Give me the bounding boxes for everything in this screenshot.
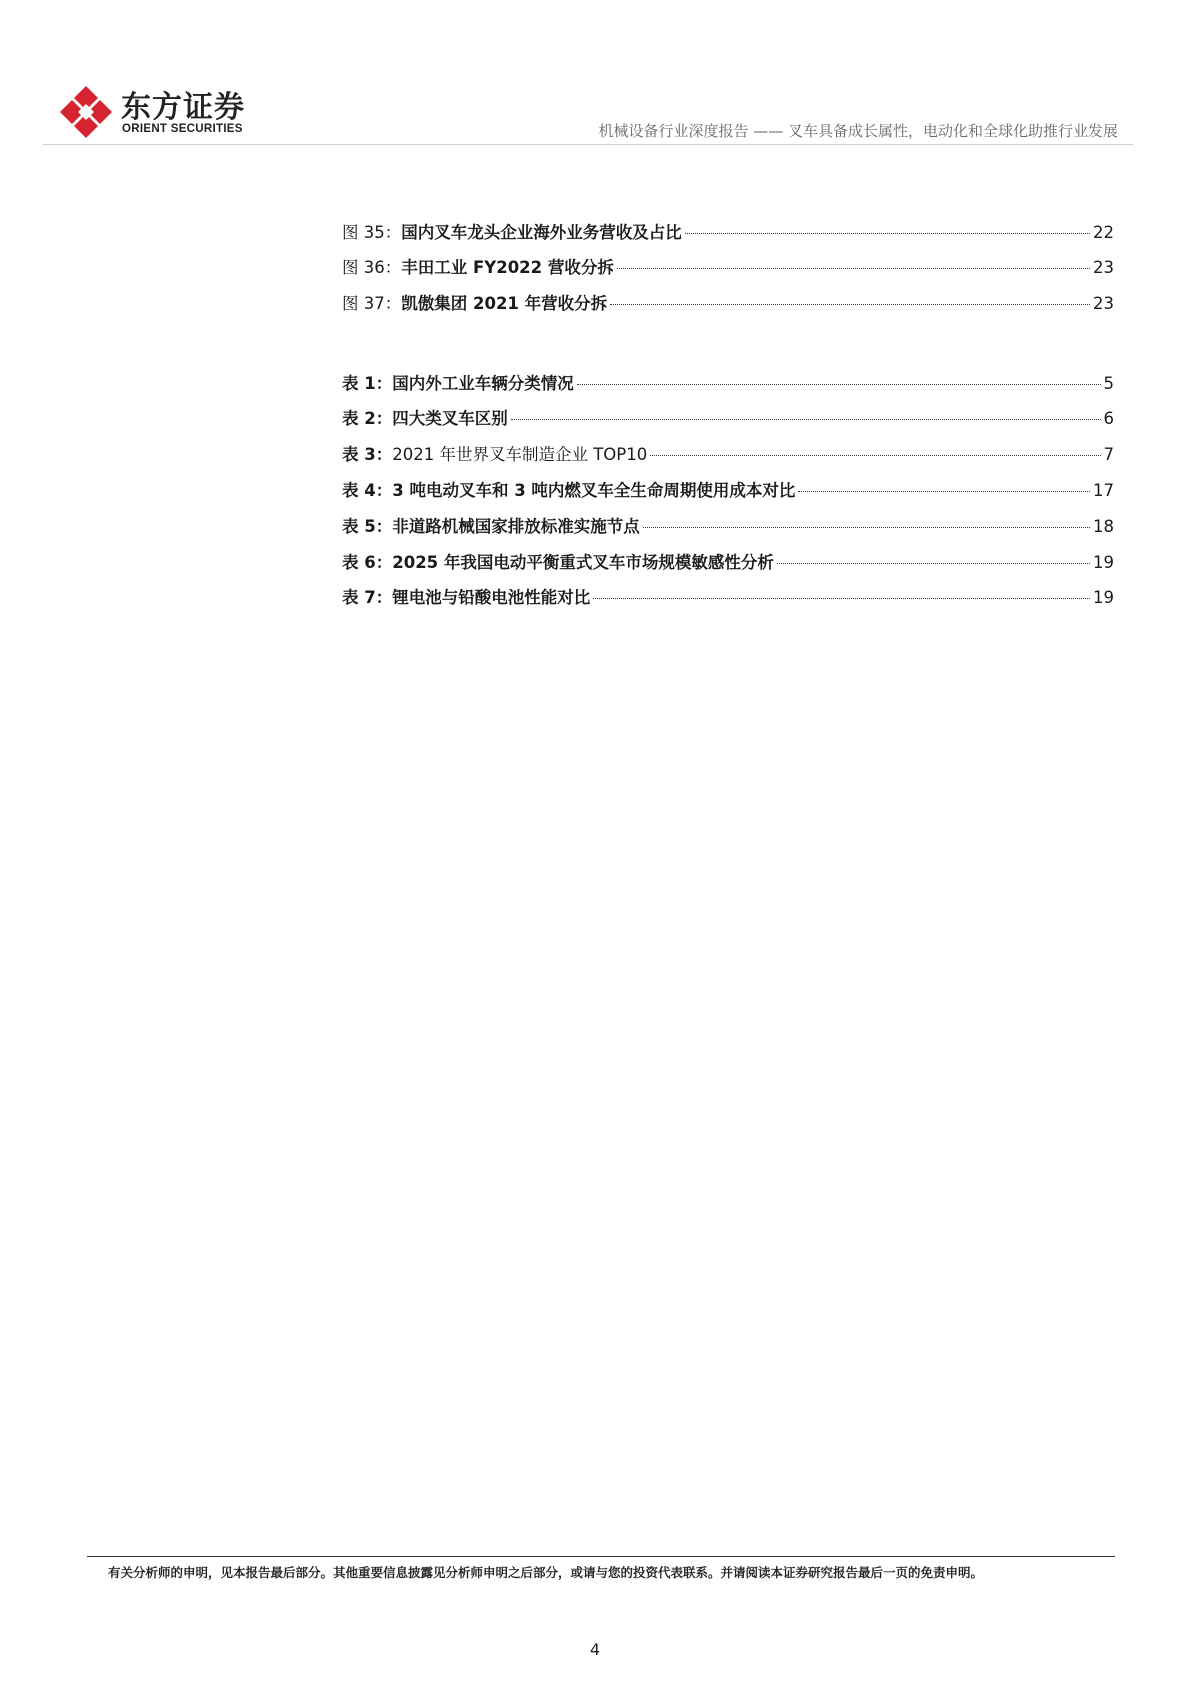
toc-prefix: 表 6： [342, 553, 393, 572]
toc-page-number: 6 [1103, 409, 1114, 428]
footer-disclaimer: 有关分析师的申明，见本报告最后部分。其他重要信息披露见分析师申明之后部分，或请与您的投资代表联系。并请阅读本证券研究报告最后一页的免责申明。 [108, 1565, 984, 1580]
toc-leader-dots [798, 491, 1090, 492]
toc-prefix: 表 7： [342, 588, 393, 607]
logo-chinese-name: 东方证券 [121, 90, 245, 125]
footer-divider [87, 1556, 1115, 1557]
toc-prefix: 表 3： [342, 445, 393, 464]
toc-page-number: 23 [1093, 294, 1114, 313]
toc-page-number: 7 [1103, 445, 1114, 464]
toc-table-5[interactable] [342, 513, 1114, 537]
toc-page-number: 19 [1093, 553, 1114, 572]
toc-prefix: 表 2： [342, 409, 393, 428]
toc-leader-dots [610, 304, 1090, 305]
toc-leader-dots [617, 268, 1090, 269]
toc-table-4[interactable] [342, 477, 1114, 501]
toc-title: 四大类叉车区别 [392, 409, 508, 428]
toc-title: 丰田工业 FY2022 营收分拆 [401, 258, 614, 277]
toc-page-number: 17 [1093, 481, 1114, 500]
toc-title: 2025 年我国电动平衡重式叉车市场规模敏感性分析 [392, 553, 774, 572]
toc-prefix: 表 4： [342, 481, 393, 500]
toc-page-number: 5 [1103, 374, 1114, 393]
toc-leader-dots [650, 455, 1100, 456]
toc-page-number: 18 [1093, 517, 1114, 536]
toc-leader-dots [685, 233, 1090, 234]
page-header [43, 78, 1133, 148]
toc-title: 国内叉车龙头企业海外业务营收及占比 [401, 223, 682, 242]
toc-title: 2021 年世界叉车制造企业 TOP10 [392, 445, 648, 464]
toc-title: 3 吨电动叉车和 3 吨内燃叉车全生命周期使用成本对比 [392, 481, 796, 500]
toc-leader-dots [643, 527, 1090, 528]
toc-table-2[interactable] [342, 405, 1114, 429]
logo-english-name: ORIENT SECURITIES [122, 123, 243, 135]
toc-figure-36[interactable] [342, 254, 1114, 278]
toc-title: 锂电池与铅酸电池性能对比 [392, 588, 591, 607]
toc-leader-dots [777, 563, 1090, 564]
toc-prefix: 图 37： [342, 294, 402, 313]
toc-page-number: 23 [1093, 258, 1114, 277]
header-divider [43, 144, 1133, 145]
toc-prefix: 图 35： [342, 223, 402, 242]
toc-prefix: 图 36： [342, 258, 402, 277]
toc-prefix: 表 5： [342, 517, 393, 536]
toc-prefix: 表 1： [342, 374, 393, 393]
page-number: 4 [589, 1640, 601, 1659]
toc-table-6[interactable] [342, 549, 1114, 573]
toc-leader-dots [577, 384, 1101, 385]
toc-title: 非道路机械国家排放标准实施节点 [392, 517, 640, 536]
toc-page-number: 19 [1093, 588, 1114, 607]
toc-table-7[interactable] [342, 584, 1114, 608]
toc-page-number: 22 [1093, 223, 1114, 242]
toc-title: 凯傲集团 2021 年营收分拆 [401, 294, 608, 313]
toc-title: 国内外工业车辆分类情况 [392, 374, 574, 393]
report-title: 机械设备行业深度报告 —— 叉车具备成长属性，电动化和全球化助推行业发展 [598, 122, 1118, 140]
toc-table-3[interactable] [342, 441, 1114, 465]
toc-leader-dots [593, 598, 1090, 599]
orient-logo-icon [58, 84, 114, 140]
toc-figure-35[interactable] [342, 219, 1114, 243]
orient-securities-logo [58, 82, 298, 142]
toc-table-1[interactable] [342, 370, 1114, 394]
toc-figure-37[interactable] [342, 290, 1114, 314]
toc-leader-dots [511, 419, 1101, 420]
